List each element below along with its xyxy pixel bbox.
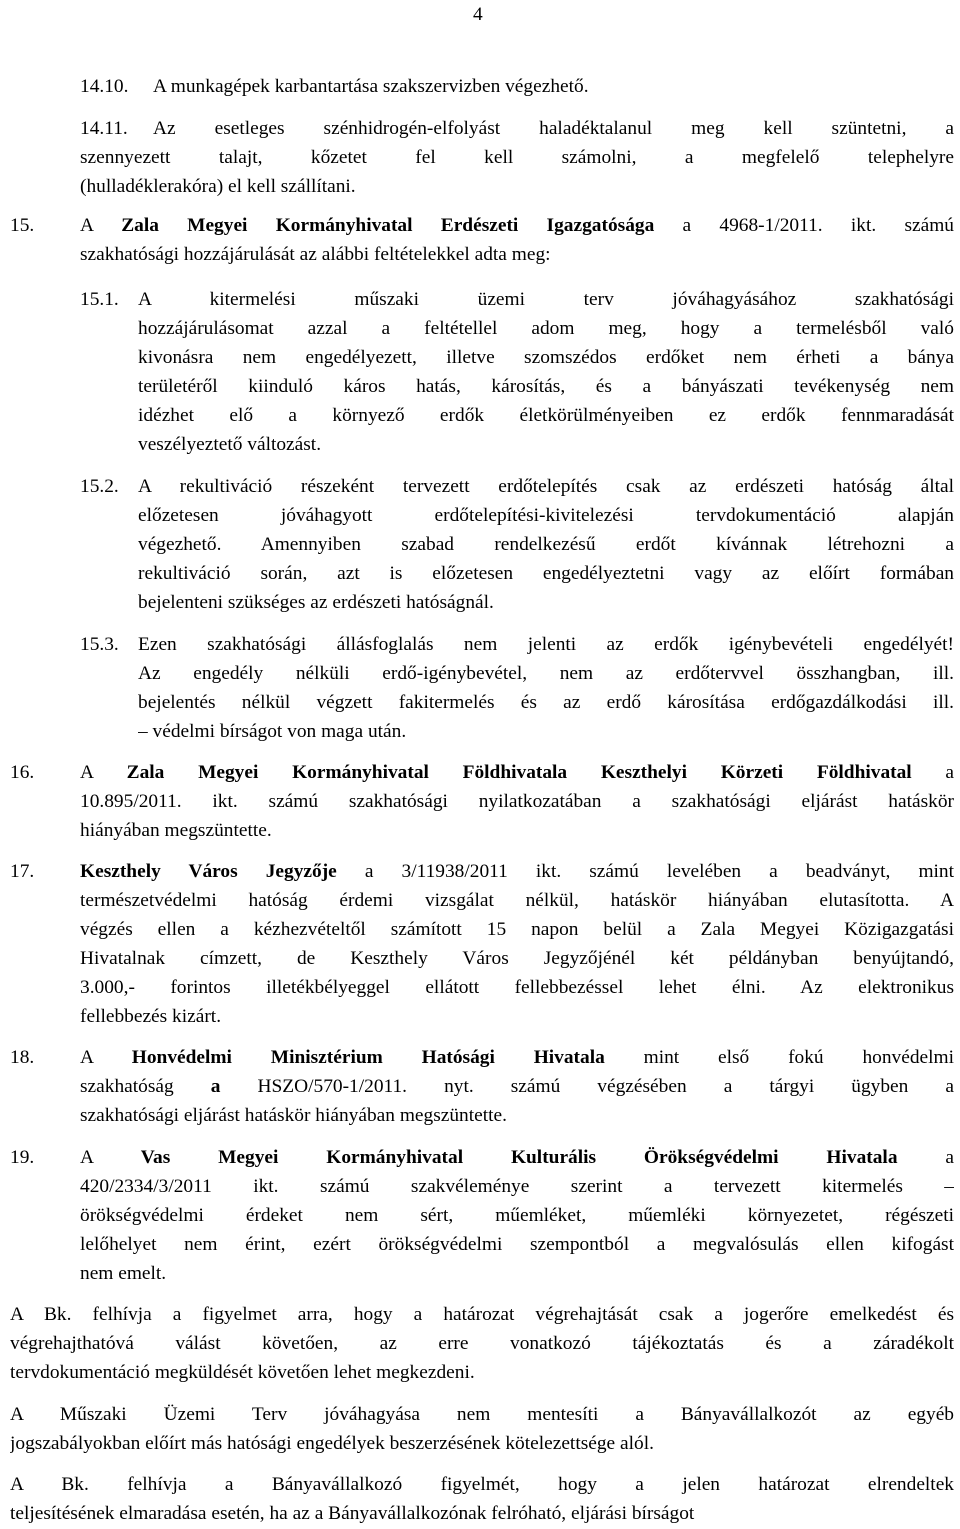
text-line <box>10 1400 954 1429</box>
text-line <box>80 1101 954 1130</box>
text-run: rekultiváció során, azt is előzetesen engedélyeztetni vagy az előírt formában <box>138 563 954 584</box>
text-run: bejelenteni szükséges az erdészeti hatóságnál. <box>138 592 494 613</box>
text-run: A Műszaki Üzemi Terv jóváhagyása nem mentesíti a Bányavállalkozót az egyéb <box>10 1404 954 1425</box>
item-14-11-text <box>80 114 954 201</box>
text-line <box>138 501 954 530</box>
text-line <box>80 240 954 269</box>
text-line <box>138 430 954 459</box>
item-number: 15.1. <box>80 289 119 310</box>
text-line <box>10 1470 954 1499</box>
bold-text: a <box>210 1076 221 1097</box>
text-line <box>80 1172 954 1201</box>
text-run: a 3/11938/2011 ikt. számú levelében a beadványt, mint <box>336 861 954 882</box>
text-line <box>10 1499 954 1528</box>
text-line <box>80 915 954 944</box>
text-line <box>80 1043 954 1072</box>
item-16-text <box>80 758 954 845</box>
text-line <box>80 143 954 172</box>
text-run: A Bk. felhívja a Bányavállalkozó figyelmét, hogy a jelen határozat elrendeltek <box>10 1474 954 1495</box>
text-run: jogszabályokban előírt más hatósági engedélyek beszerzésének kötelezettsége alól. <box>10 1433 654 1454</box>
text-run: örökségvédelmi érdeket nem sért, műemléket, műemléki környezetet, régészeti <box>80 1205 954 1226</box>
text-run: idézhet elő a környező erdők életkörülményeiben ez erdők fennmaradását <box>138 405 954 426</box>
text-line <box>80 1201 954 1230</box>
bold-text: Keszthely Város Jegyzője <box>80 861 337 882</box>
bold-text: Honvédelmi Minisztérium Hatósági Hivatala <box>131 1047 605 1068</box>
text-line <box>80 944 954 973</box>
text-line <box>138 285 954 314</box>
text-run: A <box>80 762 127 783</box>
text-run: végezhető. Amennyiben szabad rendelkezésű erdőt kívánnak létrehozni a <box>138 534 954 555</box>
text-line <box>138 588 954 617</box>
text-run: nem emelt. <box>80 1263 167 1284</box>
text-run: A <box>80 215 122 236</box>
item-15-text <box>80 211 954 269</box>
text-line <box>138 630 954 659</box>
text-line <box>80 1002 954 1031</box>
text-line <box>80 172 954 201</box>
text-run: tervdokumentáció megküldését követően lehet megkezdeni. <box>10 1362 475 1383</box>
text-run: szakhatósági hozzájárulását az alábbi feltételekkel adta meg: <box>80 244 551 265</box>
paragraph-penalty-notice <box>10 1470 954 1528</box>
text-run: Ezen szakhatósági állásfoglalás nem jelenti az erdők igénybevételi engedélyét! <box>138 634 954 655</box>
item-19-text <box>80 1143 954 1288</box>
text-run: teljesítésének elmaradása esetén, ha az a Bányavállalkozónak felróható, eljárási bírságot <box>10 1503 695 1524</box>
text-line <box>80 1259 954 1288</box>
text-run: mint első fokú honvédelmi <box>604 1047 954 1068</box>
text-line <box>138 559 954 588</box>
text-run: Az esetleges szénhidrogén-elfolyást haladéktalanul meg kell szüntetni, a <box>153 118 954 139</box>
paragraph-execution-notice <box>10 1300 954 1387</box>
text-line <box>138 472 954 501</box>
text-line <box>138 659 954 688</box>
paragraph-permits-notice <box>10 1400 954 1458</box>
text-run: szakhatóság <box>80 1076 211 1097</box>
text-line <box>138 530 954 559</box>
text-run: 420/2334/3/2011 ikt. számú szakvéleménye szerint a tervezett kitermelés – <box>80 1176 954 1197</box>
text-run: a 4968-1/2011. ikt. számú <box>654 215 954 236</box>
text-run: 10.895/2011. ikt. számú szakhatósági nyilatkozatában a szakhatósági eljárást hatáskör <box>80 791 954 812</box>
text-line <box>153 72 954 101</box>
text-run: előzetesen jóváhagyott erdőtelepítési-kivitelezési tervdokumentáció alapján <box>138 505 954 526</box>
text-line <box>10 1429 954 1458</box>
text-run: – védelmi bírságot von maga után. <box>138 721 407 742</box>
item-number: 15.2. <box>80 476 119 497</box>
text-line <box>138 717 954 746</box>
text-run: kivonásra nem engedélyezett, illetve szomszédos erdőket nem érheti a bánya <box>138 347 954 368</box>
text-run: Az engedély nélküli erdő-igénybevétel, nem az erdőtervvel összhangban, ill. <box>138 663 954 684</box>
text-run: A rekultiváció részeként tervezett erdőtelepítés csak az erdészeti hatóság által <box>138 476 954 497</box>
text-run: A kitermelési műszaki üzemi terv jóváhagyásához szakhatósági <box>138 289 954 310</box>
text-run: A <box>80 1047 132 1068</box>
text-line <box>80 973 954 1002</box>
item-15-3-text <box>138 630 954 746</box>
text-run: szakhatósági eljárást hatáskör hiányában megszüntette. <box>80 1105 507 1126</box>
page-number: 4 <box>473 4 483 25</box>
text-run: végzés ellen a kézhezvételtől számított 15 napon belül a Zala Megyei Közigazgatási <box>80 919 954 940</box>
text-line <box>80 787 954 816</box>
item-15-1-text <box>138 285 954 459</box>
text-line <box>80 1143 954 1172</box>
text-run: szennyezett talajt, kőzetet fel kell számolni, a megfelelő telephelyre <box>80 147 954 168</box>
item-number: 15. <box>10 215 35 236</box>
item-number: 18. <box>10 1047 35 1068</box>
text-run: hiányában megszüntette. <box>80 820 272 841</box>
text-line <box>80 1230 954 1259</box>
item-number: 19. <box>10 1147 35 1168</box>
text-run: a <box>911 762 954 783</box>
text-line <box>80 886 954 915</box>
text-line <box>80 816 954 845</box>
text-run: természetvédelmi hatóság érdemi vizsgálat nélkül, hatáskör hiányában elutasította. A <box>80 890 954 911</box>
item-number: 14.11. <box>80 118 128 139</box>
item-18-text <box>80 1043 954 1130</box>
bold-text: Vas Megyei Kormányhivatal Kulturális Örökségvédelmi Hivatala <box>140 1147 898 1168</box>
item-number: 15.3. <box>80 634 119 655</box>
text-line <box>80 857 954 886</box>
item-number: 17. <box>10 861 35 882</box>
text-run: 3.000,- forintos illetékbélyeggel ellátott fellebbezéssel lehet élni. Az elektronikus <box>80 977 954 998</box>
text-run: a <box>897 1147 954 1168</box>
text-line <box>10 1300 954 1329</box>
text-run: veszélyeztető változást. <box>138 434 322 455</box>
item-15-2-text <box>138 472 954 617</box>
text-run: A munkagépek karbantartása szakszervizben végezhető. <box>153 76 589 97</box>
text-run: fellebbezés kizárt. <box>80 1006 222 1027</box>
text-run: A <box>80 1147 141 1168</box>
text-run: hozzájárulásomat azzal a feltétellel adom meg, hogy a termelésből való <box>138 318 954 339</box>
text-line <box>80 114 954 143</box>
text-line <box>10 1329 954 1358</box>
text-run: végrehajthatóvá válást követően, az erre vonatkozó tájékoztatás és a záradékolt <box>10 1333 954 1354</box>
item-number: 16. <box>10 762 35 783</box>
text-line <box>80 1072 954 1101</box>
text-run: A Bk. felhívja a figyelmet arra, hogy a határozat végrehajtását csak a jogerőre emelkedést és <box>10 1304 954 1325</box>
text-line <box>138 401 954 430</box>
text-line <box>138 372 954 401</box>
text-run: HSZO/570-1/2011. nyt. számú végzésében a tárgyi ügyben a <box>220 1076 954 1097</box>
text-line <box>10 1358 954 1387</box>
text-line <box>80 211 954 240</box>
bold-text: Zala Megyei Kormányhivatal Erdészeti Igazgatósága <box>121 215 655 236</box>
bold-text: Zala Megyei Kormányhivatal Földhivatala Keszthelyi Körzeti Földhivatal <box>126 762 912 783</box>
item-number: 14.10. <box>80 76 129 97</box>
text-line <box>80 758 954 787</box>
text-run: lelőhelyet nem érint, ezért örökségvédelmi szempontból a megvalósulás ellen kifogást <box>80 1234 954 1255</box>
text-line <box>138 314 954 343</box>
text-run: (hulladéklerakóra) el kell szállítani. <box>80 176 356 197</box>
item-14-10-text <box>153 72 954 101</box>
text-run: Hivatalnak címzett, de Keszthely Város Jegyzőjénél két példányban benyújtandó, <box>80 948 954 969</box>
item-17-text <box>80 857 954 1031</box>
text-run: területéről kiinduló káros hatás, károsítás, és a bányászati tevékenység nem <box>138 376 954 397</box>
text-line <box>138 688 954 717</box>
text-run: bejelentés nélkül végzett fakitermelés és az erdő károsítása erdőgazdálkodási ill. <box>138 692 954 713</box>
text-line <box>138 343 954 372</box>
